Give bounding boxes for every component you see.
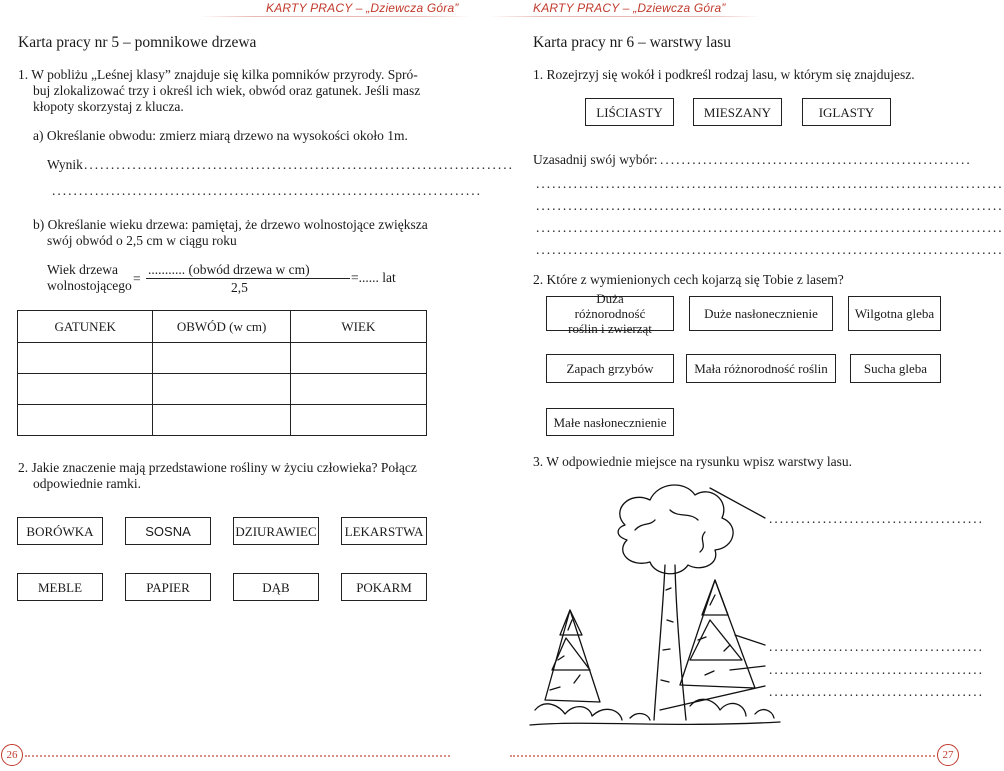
r-task3-text: 3. W odpowiednie miejsce na rysunku wpisz warstwy lasu.	[533, 454, 852, 469]
task1-line3: kłopoty skorzystaj z klucza.	[33, 99, 184, 114]
table-header-wiek: WIEK	[290, 311, 426, 343]
wynik-answer-line-1[interactable]: ................................................................................	[84, 157, 514, 172]
formula-label-line2: wolnostojącego	[47, 278, 132, 293]
justify-label: Uzasadnij swój wybór:	[533, 152, 658, 167]
feature-box-zapach-grzybow[interactable]: Zapach grzybów	[546, 354, 674, 383]
use-box-papier[interactable]: PAPIER	[125, 573, 211, 601]
worksheet6-title: Karta pracy nr 6 – warstwy lasu	[533, 34, 731, 51]
task-b-line2: swój obwód o 2,5 cm w ciągu roku	[47, 233, 237, 248]
layer-answer-line-4[interactable]: ........................................	[769, 684, 984, 699]
left-page-number: 26	[1, 744, 23, 766]
justify-line-2[interactable]: .......................................................................................	[536, 176, 1004, 191]
right-page-number: 27	[937, 744, 959, 766]
plant-box-lekarstwa[interactable]: LEKARSTWA	[341, 517, 427, 545]
formula-label-line1: Wiek drzewa	[47, 262, 119, 277]
tree-data-table	[17, 310, 427, 436]
table-cell[interactable]	[153, 405, 290, 436]
formula-fraction-bar	[146, 278, 350, 279]
task1-line1: 1. W pobliżu „Leśnej klasy” znajduje się kilka pomników przyrody. Spró-	[18, 67, 418, 82]
formula-numerator: ........... (obwód drzewa w cm)	[148, 262, 310, 277]
table-cell[interactable]	[290, 343, 426, 374]
layer-answer-line-1[interactable]: ........................................	[769, 511, 984, 526]
worksheet5-title: Karta pracy nr 5 – pomnikowe drzewa	[18, 34, 257, 51]
table-cell[interactable]	[153, 374, 290, 405]
formula-equals: =	[133, 271, 141, 286]
plant-box-dziurawiec[interactable]: DZIURAWIEC	[233, 517, 319, 545]
plant-box-borowka[interactable]: BORÓWKA	[17, 517, 103, 545]
table-cell[interactable]	[18, 405, 153, 436]
feature-box-sucha-gleba[interactable]: Sucha gleba	[850, 354, 941, 383]
forest-type-lisciasty[interactable]: LIŚCIASTY	[585, 98, 674, 126]
right-footer-line	[510, 755, 935, 757]
table-cell[interactable]	[290, 374, 426, 405]
table-header-obwod: OBWÓD (w cm)	[153, 311, 290, 343]
task2-line1: 2. Jakie znaczenie mają przedstawione rośliny w życiu człowieka? Połącz	[18, 460, 417, 475]
feature-box-wilgotna-gleba[interactable]: Wilgotna gleba	[848, 296, 941, 331]
layer-answer-line-2[interactable]: ........................................	[769, 639, 984, 654]
forest-type-iglasty[interactable]: IGLASTY	[802, 98, 891, 126]
task-b-line1: b) Określanie wieku drzewa: pamiętaj, że drzewo wolnostojące zwiększa	[33, 217, 428, 232]
use-box-dab[interactable]: DĄB	[233, 573, 319, 601]
task-a-text: a) Określanie obwodu: zmierz miarą drzewo na wysokości około 1m.	[33, 128, 408, 143]
wynik-label: Wynik	[47, 157, 83, 172]
feature-box-mala-roznorodnosc[interactable]: Mała różnorodność roślin	[686, 354, 836, 383]
table-cell[interactable]	[153, 343, 290, 374]
justify-line-1[interactable]: ..........................................................	[660, 152, 972, 167]
layer-answer-line-3[interactable]: ........................................	[769, 662, 984, 677]
table-cell[interactable]	[18, 343, 153, 374]
use-box-meble[interactable]: MEBLE	[17, 573, 103, 601]
left-footer-line	[25, 755, 450, 757]
justify-line-4[interactable]: .......................................................................................	[536, 220, 1004, 235]
wynik-answer-line-2[interactable]: ................................................................................	[52, 183, 482, 198]
task1-line2: buj zlokalizować trzy i określ ich wiek, obwód oraz gatunek. Jeśli masz	[33, 83, 421, 98]
justify-line-3[interactable]: .......................................................................................	[536, 198, 1004, 213]
table-header-gatunek: GATUNEK	[18, 311, 153, 343]
justify-line-5[interactable]: .......................................................................................	[536, 242, 1004, 257]
plant-box-sosna[interactable]: SOSNA	[125, 517, 211, 545]
right-page-header: KARTY PRACY – „Dziewcza Góra”	[533, 1, 726, 15]
feature-box-male-naslonecznienie[interactable]: Małe nasłonecznienie	[546, 408, 674, 436]
use-box-pokarm[interactable]: POKARM	[341, 573, 427, 601]
forest-type-mieszany[interactable]: MIESZANY	[693, 98, 782, 126]
task2-line2: odpowiednie ramki.	[33, 476, 141, 491]
left-page-header: KARTY PRACY – „Dziewcza Góra”	[266, 1, 459, 15]
r-task2-text: 2. Które z wymienionych cech kojarzą się Tobie z lasem?	[533, 272, 844, 287]
r-task1-text: 1. Rozejrzyj się wokół i podkreśl rodzaj lasu, w którym się znajdujesz.	[533, 67, 915, 82]
feature-box-duza-roznorodnosc[interactable]: Duża różnorodność roślin i zwierząt	[546, 296, 674, 331]
table-cell[interactable]	[18, 374, 153, 405]
formula-denominator: 2,5	[231, 280, 248, 295]
formula-result: =...... lat	[351, 270, 396, 285]
table-cell[interactable]	[290, 405, 426, 436]
feature-box-duze-naslonecznienie[interactable]: Duże nasłonecznienie	[689, 296, 833, 331]
